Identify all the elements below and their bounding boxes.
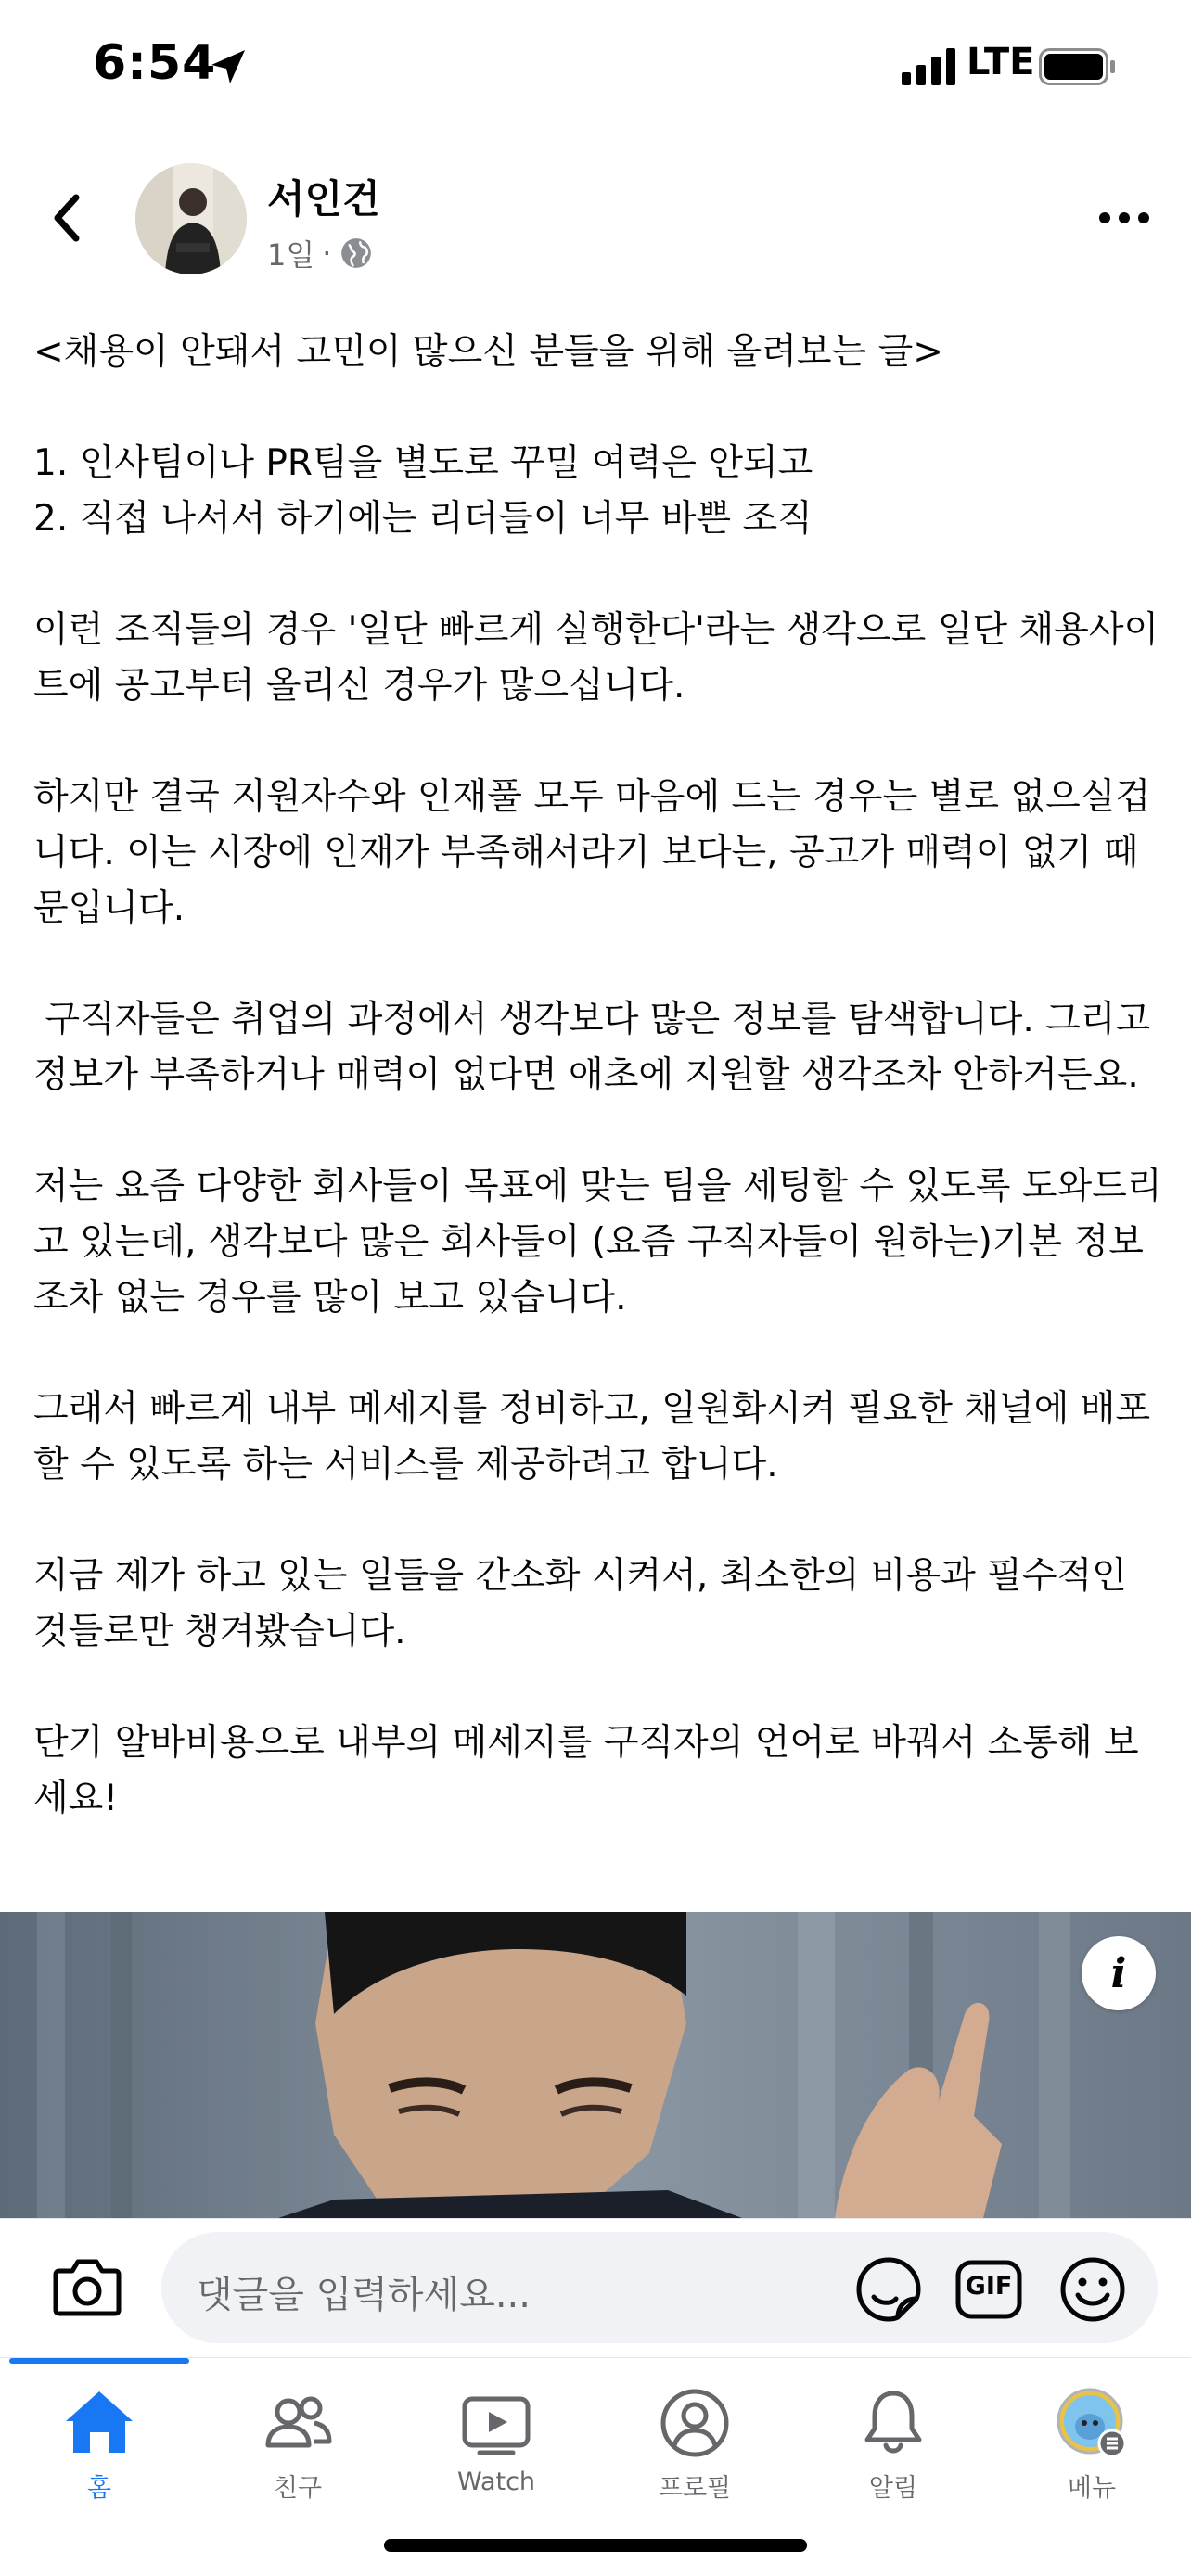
post-paragraph: 그래서 빠르게 내부 메세지를 정비하고, 일원화시켜 필요한 채널에 배포할 수 있도록 하는 서비스를 제공하려고 합니다. bbox=[33, 1388, 1151, 1486]
nav-label: 프로필 bbox=[658, 2474, 732, 2503]
nav-label: 친구 bbox=[273, 2474, 323, 2503]
post-image[interactable] bbox=[0, 1912, 1191, 2218]
sticker-icon[interactable] bbox=[855, 2256, 922, 2323]
nav-item-home[interactable] bbox=[0, 2386, 198, 2506]
image-info-button[interactable]: i bbox=[1082, 1936, 1156, 2010]
home-icon bbox=[62, 2386, 136, 2460]
home-indicator[interactable] bbox=[384, 2539, 807, 2552]
nav-item-profile[interactable] bbox=[596, 2386, 794, 2506]
meta-separator: · bbox=[322, 236, 332, 271]
post-meta bbox=[267, 232, 374, 274]
post-time[interactable]: 1일 bbox=[267, 237, 315, 273]
nav-label: 메뉴 bbox=[1067, 2474, 1117, 2503]
nav-item-notifications[interactable] bbox=[794, 2386, 992, 2506]
post-paragraph: 구직자들은 취업의 과정에서 생각보다 많은 정보를 탐색합니다. 그리고 정보가 부족하거나 매력이 없다면 애초에 지원할 생각조차 안하거든요. bbox=[33, 999, 1162, 1096]
gif-button[interactable] bbox=[955, 2260, 1022, 2319]
camera-icon[interactable] bbox=[52, 2254, 122, 2319]
signal-bars-icon bbox=[902, 48, 959, 85]
post-paragraph: 단기 알바비용으로 내부의 메세지를 구직자의 언어로 바꿔서 소통해 보세요! bbox=[33, 1722, 1139, 1819]
nav-item-menu[interactable] bbox=[992, 2386, 1191, 2506]
comment-placeholder: 댓글을 입력하세요... bbox=[197, 2274, 531, 2316]
battery-icon bbox=[1039, 48, 1117, 85]
location-arrow-icon bbox=[206, 45, 250, 89]
comment-bar bbox=[0, 2218, 1191, 2357]
post-paragraph: 저는 요즘 다양한 회사들이 목표에 맞는 팀을 세팅할 수 있도록 도와드리고 있는데, 생각보다 많은 회사들이 (요즘 구직자들이 원하는)기본 정보 조차 없는 경우를 많이 보고 있습니다. bbox=[33, 1166, 1162, 1319]
author-name[interactable]: 서인건 bbox=[267, 176, 380, 222]
post-paragraph: 지금 제가 하고 있는 일들을 간소화 시켜서, 최소한의 비용과 필수적인 것들로만 챙겨봤습니다. bbox=[33, 1555, 1139, 1652]
nav-label: 홈 bbox=[86, 2474, 112, 2503]
nav-label: 알림 bbox=[868, 2474, 918, 2503]
nav-item-friends[interactable] bbox=[198, 2386, 397, 2506]
post-body bbox=[33, 325, 1165, 1882]
comment-input[interactable] bbox=[161, 2232, 1158, 2343]
status-bar bbox=[0, 0, 1191, 139]
friends-icon bbox=[261, 2386, 335, 2460]
post-paragraph: 하지만 결국 지원자수와 인재풀 모두 마음에 드는 경우는 별로 없으실겁니다. 이는 시장에 인재가 부족해서라기 보다는, 공고가 매력이 없기 때문입니다. bbox=[33, 776, 1151, 929]
emoji-icon[interactable] bbox=[1059, 2256, 1126, 2323]
nav-item-watch[interactable] bbox=[397, 2386, 596, 2506]
bell-icon bbox=[856, 2386, 930, 2460]
status-time: 6:54 bbox=[93, 35, 217, 91]
network-type: LTE bbox=[967, 41, 1035, 83]
post-paragraph: 1. 인사팀이나 PR팀을 별도로 꾸밀 여력은 안되고 2. 직접 나서서 하기에는 리더들이 너무 바쁜 조직 bbox=[33, 442, 813, 540]
post-paragraph: <채용이 안돼서 고민이 많으신 분들을 위해 올려보는 글> bbox=[33, 331, 943, 373]
profile-icon bbox=[658, 2386, 732, 2460]
nav-label: Watch bbox=[456, 2468, 536, 2496]
avatar-photo bbox=[135, 163, 247, 274]
more-dots-icon bbox=[1098, 211, 1150, 224]
watch-icon bbox=[459, 2386, 533, 2460]
post-photo bbox=[0, 1912, 1191, 2218]
globe-icon[interactable] bbox=[339, 236, 374, 271]
author-avatar[interactable] bbox=[135, 163, 247, 274]
back-button[interactable] bbox=[37, 185, 96, 250]
post-paragraph: 이런 조직들의 경우 '일단 빠르게 실행한다'라는 생각으로 일단 채용사이트에 공고부터 올리신 경우가 많으십니다. bbox=[33, 609, 1159, 707]
menu-avatar-icon bbox=[1055, 2386, 1129, 2460]
gif-label: GIF bbox=[965, 2272, 1013, 2301]
post-header bbox=[0, 148, 1191, 287]
more-options-button[interactable] bbox=[1095, 195, 1154, 241]
nav-active-indicator bbox=[9, 2358, 189, 2364]
chevron-left-icon bbox=[48, 192, 85, 244]
